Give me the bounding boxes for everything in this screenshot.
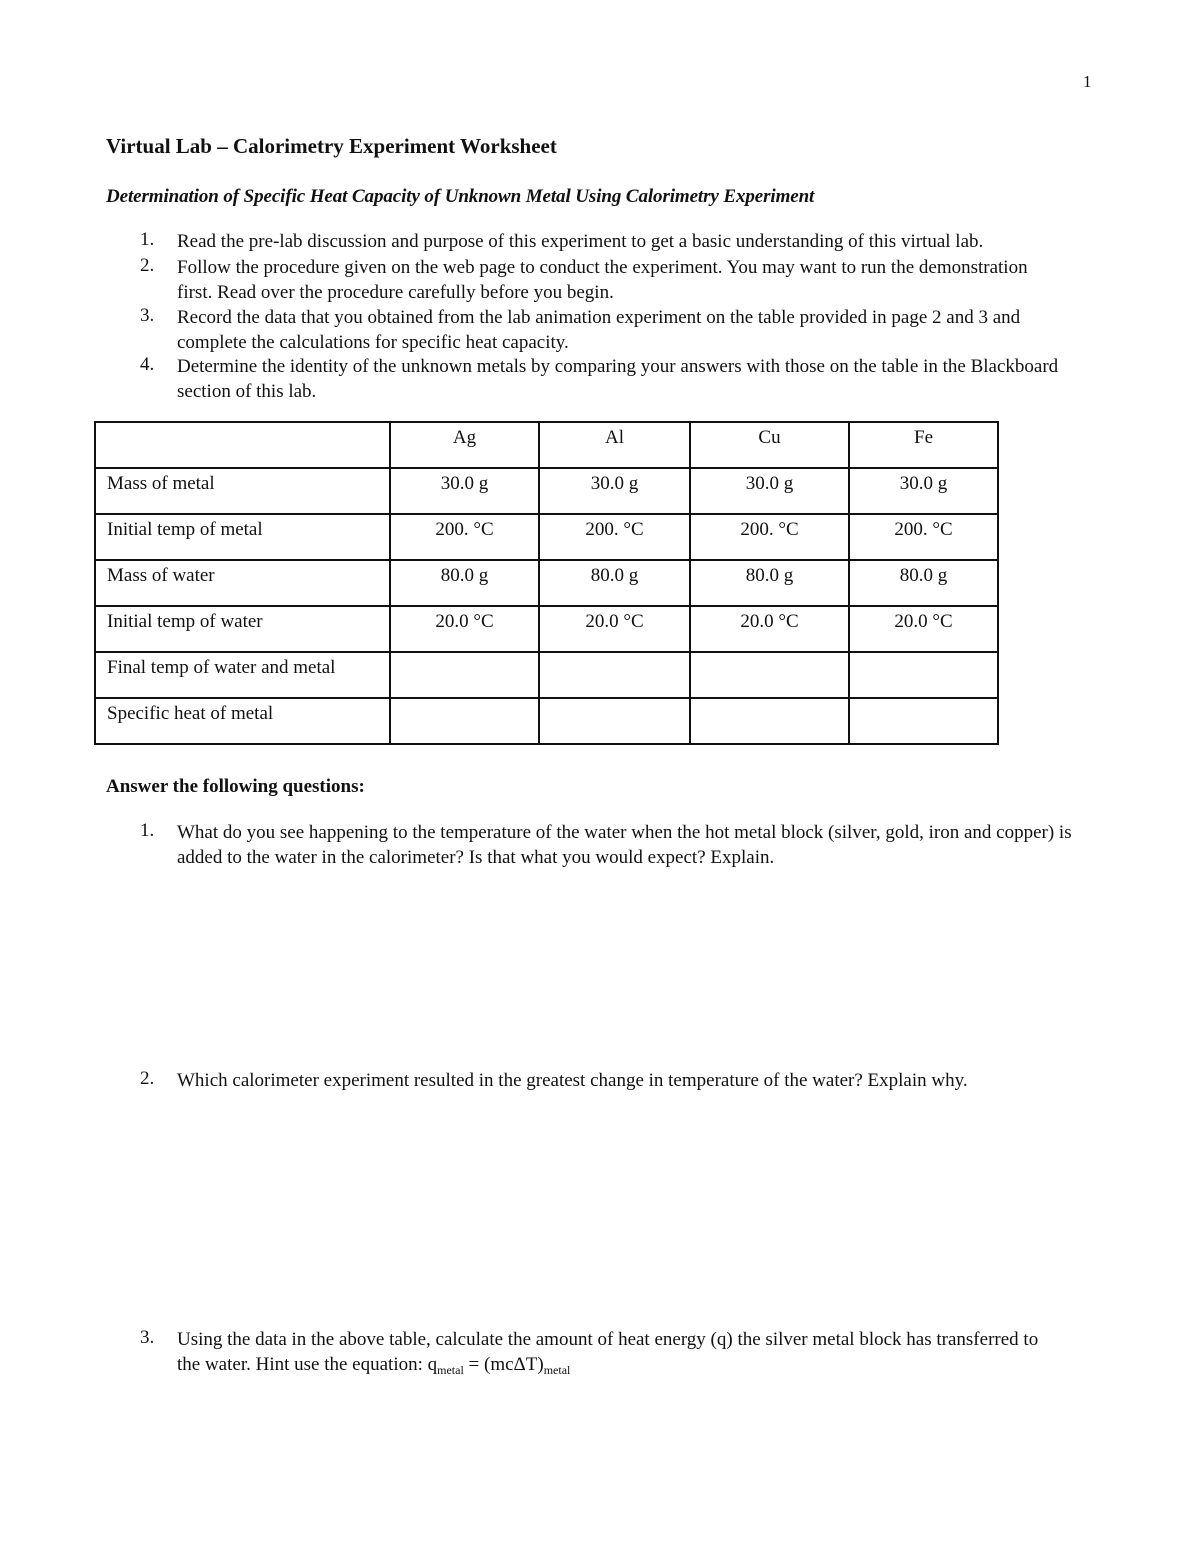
empty-answer-cell[interactable] (849, 652, 998, 698)
table-row (95, 652, 998, 698)
table-cell: 30.0 g (539, 468, 690, 514)
question-text: Which calorimeter experiment resulted in the greatest change in temperature of the water? Explain why. (177, 1070, 968, 1091)
empty-answer-cell[interactable] (849, 698, 998, 744)
empty-answer-cell[interactable] (690, 698, 849, 744)
question-text (177, 1327, 1057, 1383)
table-header-cell: Fe (849, 422, 998, 468)
table-cell: 200. °C (390, 514, 539, 560)
question-number: 1. (140, 820, 155, 841)
table-cell: 200. °C (690, 514, 849, 560)
empty-answer-cell[interactable] (390, 698, 539, 744)
table-cell: 80.0 g (539, 560, 690, 606)
question-number: 3. (140, 1327, 155, 1348)
question-text-body: Using the data in the above table, calculate the amount of heat energy (q) the silver metal block has transferred to the water. Hint use the equation: (177, 1329, 1039, 1375)
table-header-cell: Al (539, 422, 690, 468)
instruction-number: 1. (140, 229, 155, 250)
table-row (95, 560, 998, 606)
table-row (95, 606, 998, 652)
table-header-cell: Cu (690, 422, 849, 468)
table-header-cell (95, 422, 390, 468)
question-number: 2. (140, 1068, 155, 1089)
instruction-number: 2. (140, 255, 155, 276)
instruction-text: Follow the procedure given on the web page to conduct the experiment. You may want to run the demonstration first. Read over the procedure carefully before you begin. (177, 257, 1028, 303)
document-title: Virtual Lab – Calorimetry Experiment Worksheet (106, 134, 557, 158)
instruction-text: Determine the identity of the unknown metals by comparing your answers with those on the table in the Blackboard section of this lab. (177, 356, 1059, 402)
instruction-number: 4. (140, 354, 155, 375)
row-label: Final temp of water and metal (95, 652, 390, 698)
table-cell: 80.0 g (390, 560, 539, 606)
answer-heading: Answer the following questions: (106, 776, 365, 797)
table-cell: 30.0 g (849, 468, 998, 514)
equation-q: q (427, 1354, 438, 1375)
table-header-row (95, 422, 998, 468)
row-label: Specific heat of metal (95, 698, 390, 744)
page-number: 1 (1083, 72, 1092, 91)
table-cell: 200. °C (849, 514, 998, 560)
table-cell: 20.0 °C (390, 606, 539, 652)
row-label: Initial temp of metal (95, 514, 390, 560)
table-cell: 20.0 °C (849, 606, 998, 652)
empty-answer-cell[interactable] (690, 652, 849, 698)
empty-answer-cell[interactable] (539, 652, 690, 698)
table-cell: 20.0 °C (690, 606, 849, 652)
equation-body: = (mcΔT) (463, 1354, 544, 1375)
table-cell: 80.0 g (849, 560, 998, 606)
table-header-cell: Ag (390, 422, 539, 468)
empty-answer-cell[interactable] (390, 652, 539, 698)
row-label: Initial temp of water (95, 606, 390, 652)
instruction-number: 3. (140, 305, 155, 326)
instruction-text: Record the data that you obtained from the lab animation experiment on the table provided in page 2 and 3 and complete the calculations for specific heat capacity. (177, 307, 1021, 353)
table-row (95, 698, 998, 744)
table-cell: 200. °C (539, 514, 690, 560)
table-cell: 30.0 g (390, 468, 539, 514)
empty-answer-cell[interactable] (539, 698, 690, 744)
document-subtitle: Determination of Specific Heat Capacity of Unknown Metal Using Calorimetry Experiment (106, 186, 815, 207)
equation-subscript: metal (437, 1363, 464, 1377)
table-cell: 20.0 °C (539, 606, 690, 652)
table-cell: 30.0 g (690, 468, 849, 514)
data-table (94, 421, 999, 745)
question-text: What do you see happening to the temperature of the water when the hot metal block (silver, gold, iron and copper) is added to the water in the calorimeter? Is that what you would expect? Explain. (177, 822, 1072, 868)
row-label: Mass of metal (95, 468, 390, 514)
instruction-text: Read the pre-lab discussion and purpose of this experiment to get a basic understanding of this virtual lab. (177, 231, 984, 252)
equation-subscript: metal (543, 1363, 571, 1377)
table-row (95, 514, 998, 560)
row-label: Mass of water (95, 560, 390, 606)
table-row (95, 468, 998, 514)
table-cell: 80.0 g (690, 560, 849, 606)
